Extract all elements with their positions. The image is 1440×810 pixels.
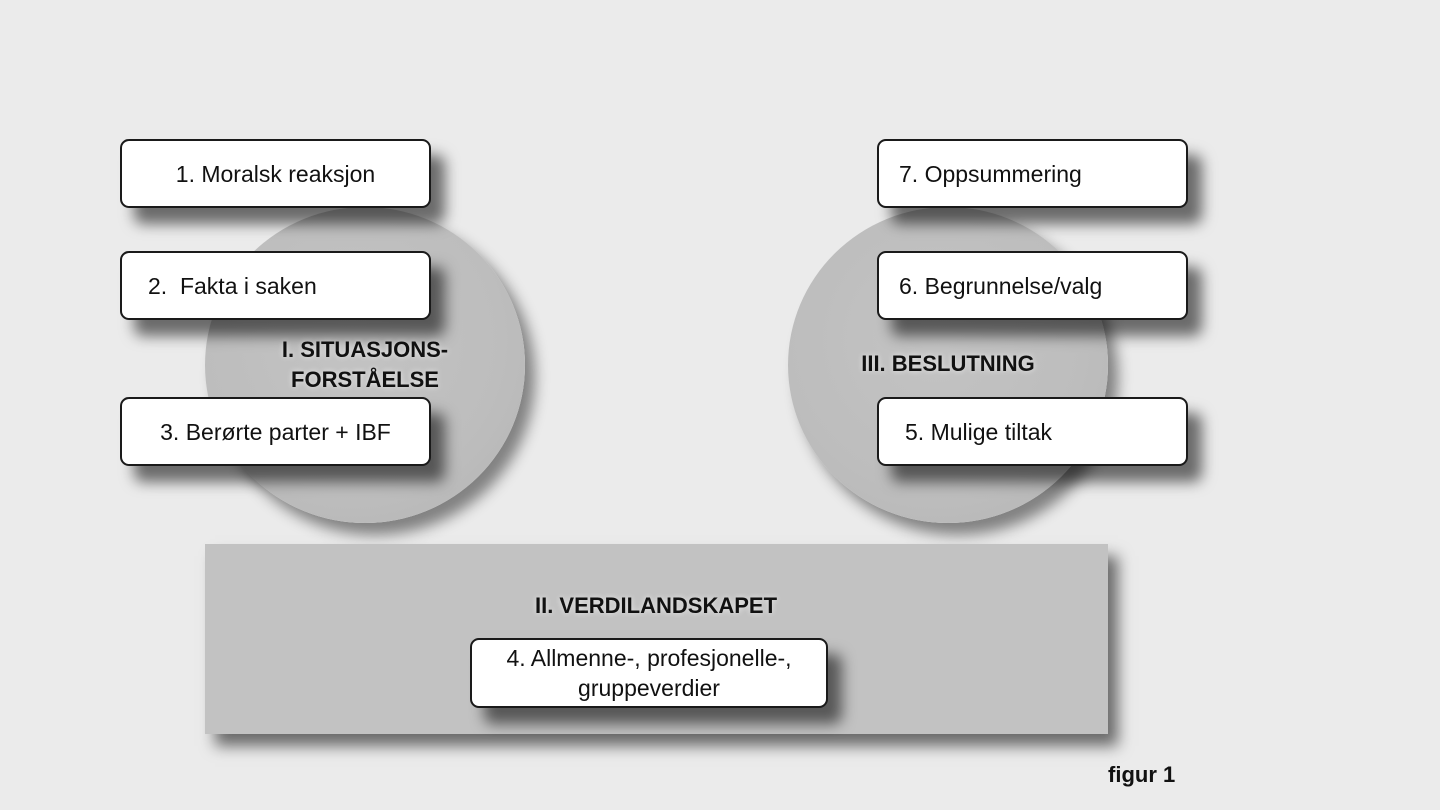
step-1-box: 1. Moralsk reaksjon xyxy=(120,139,431,208)
beslutning-label: III. BESLUTNING xyxy=(861,351,1035,376)
step-4-box xyxy=(470,638,828,708)
situasjon-label-line1: I. SITUASJONS- xyxy=(281,337,449,362)
figure-caption: figur 1 xyxy=(1108,762,1176,787)
step-3-box: 3. Berørte parter + IBF xyxy=(120,397,431,466)
situasjon-label xyxy=(262,335,468,395)
step-6-box: 6. Begrunnelse/valg xyxy=(877,251,1188,320)
step-4-line1: 4. Allmenne-, profesjonelle-, xyxy=(506,645,792,671)
verdilandskapet-label: II. VERDILANDSKAPET xyxy=(534,593,778,618)
situasjon-label-line2: FORSTÅELSE xyxy=(291,367,439,392)
step-4-line2: gruppeverdier xyxy=(578,675,720,701)
step-7-box: 7. Oppsummering xyxy=(877,139,1188,208)
step-2-box: 2. Fakta i saken xyxy=(120,251,431,320)
step-5-box: 5. Mulige tiltak xyxy=(877,397,1188,466)
